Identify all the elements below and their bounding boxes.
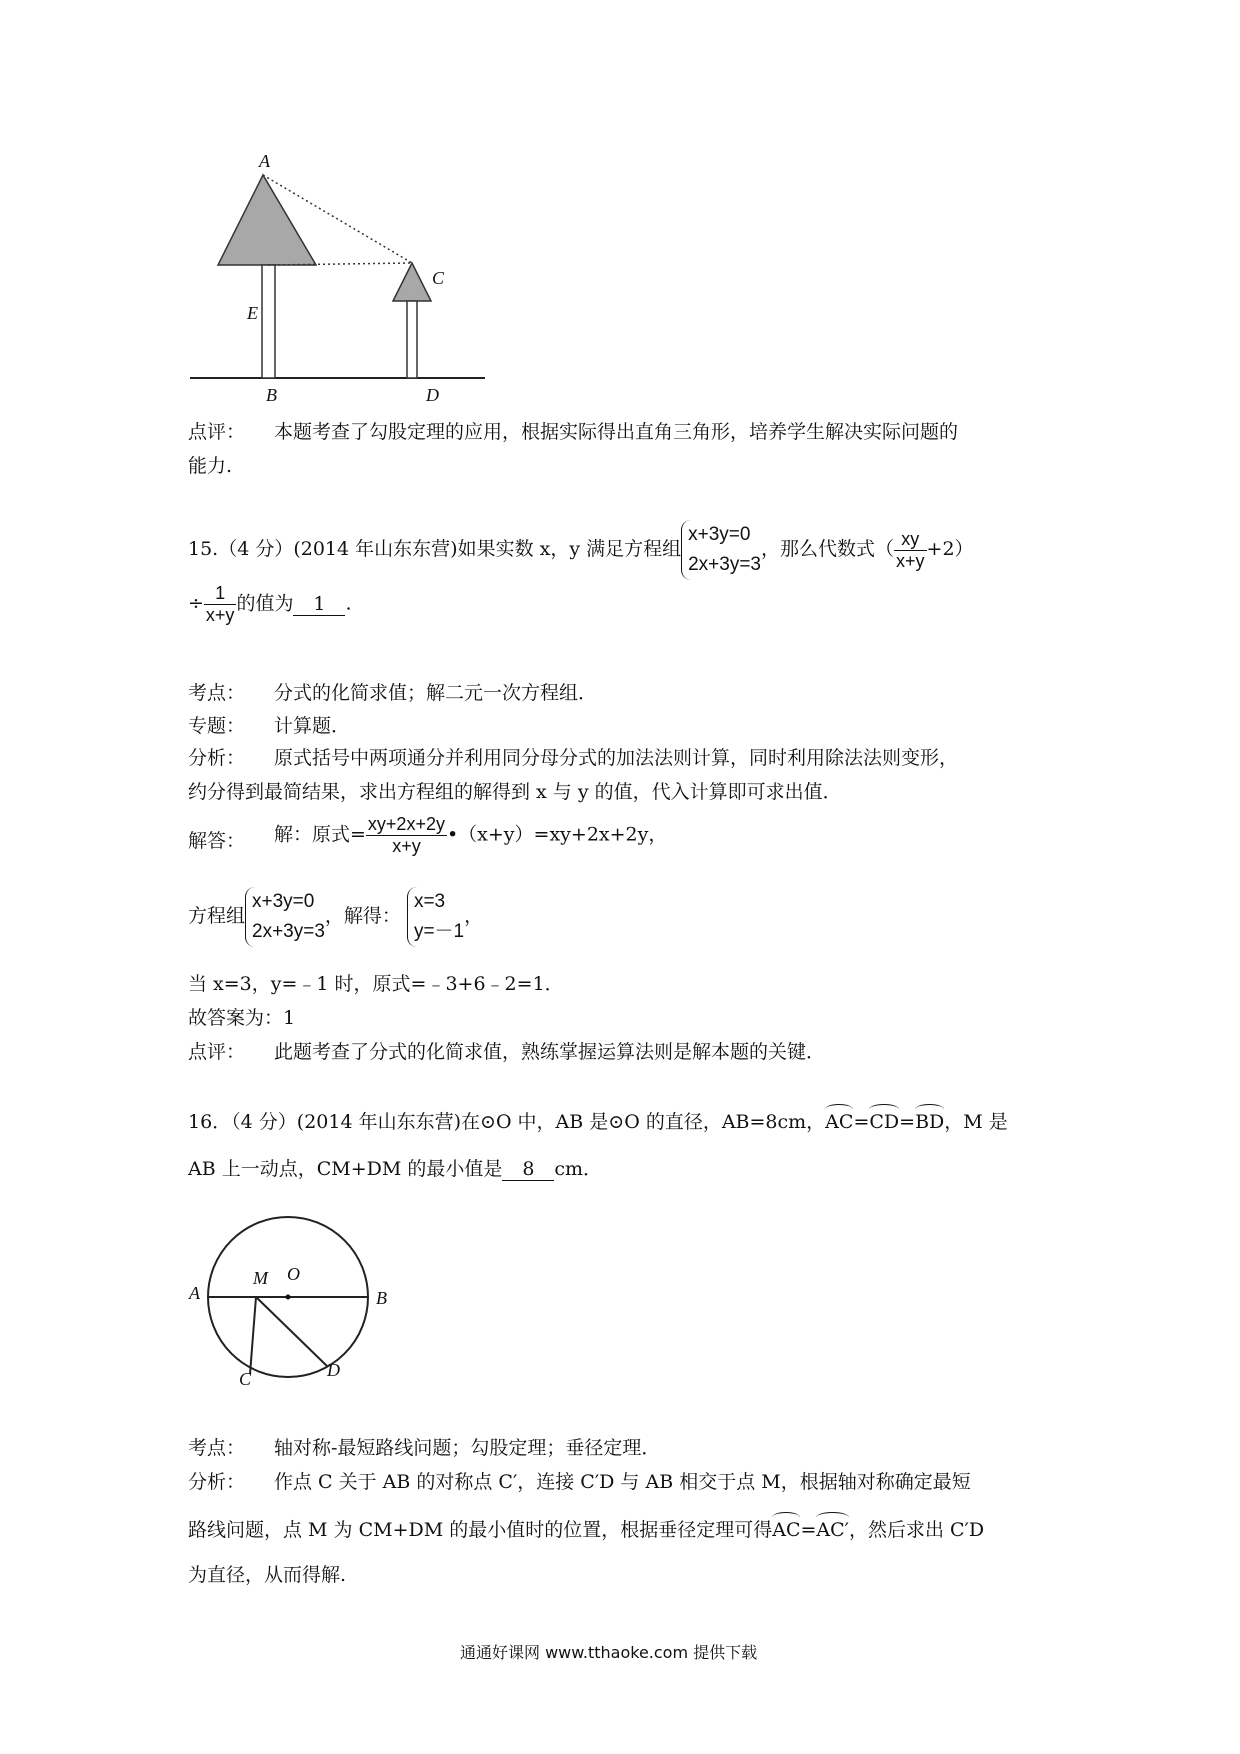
fenxi-line2: 约分得到最简结果，求出方程组的解得到 x 与 y 的值，代入计算即可求出值． <box>188 781 842 803</box>
jieda-tail: •（x+y）=xy+2x+2y， <box>446 823 668 846</box>
q15-answer: 1 <box>293 593 345 616</box>
arc-ac-prime: AC′ <box>816 1519 849 1541</box>
sol-x: x=3 <box>413 891 446 912</box>
q15-eq1: x+3y=0 <box>688 524 751 545</box>
q16-answer: 8 <box>502 1158 554 1181</box>
q16-fenxi-line2 <box>188 1515 984 1542</box>
q15-system <box>681 520 761 580</box>
label-c: C <box>432 268 445 288</box>
review-line2: 能力. <box>188 455 233 477</box>
q16-line1a: 16．（4 分）(2014 年山东东营)在⊙O 中，AB 是⊙O 的直径，AB=8cm， <box>188 1111 826 1133</box>
center-dot <box>286 1295 291 1300</box>
jieda-expression <box>274 814 667 857</box>
big-tree-crown <box>218 175 316 265</box>
q15-fraction2: $\frac{1}{x+y}$ <box>205 583 235 625</box>
zhuanti-text: 计算题． <box>274 715 351 737</box>
q15-prefix: 15.（4 分）(2014 年山东东营)如果实数 x，y 满足方程组 <box>188 538 682 560</box>
review-line1: 本题考查了勾股定理的应用，根据实际得出直角三角形，培养学生解决实际问题的 <box>274 421 959 443</box>
fcz-label: 方程组 <box>188 905 246 927</box>
arc-eq-2: = <box>800 1519 817 1541</box>
small-tree-trunk <box>407 301 417 378</box>
jieda-prefix: 解：原式= <box>274 823 366 846</box>
q15-line2 <box>188 583 352 626</box>
fcz-eq1: x+3y=0 <box>252 891 315 912</box>
q16-fenxi-line1: 作点 C 关于 AB 的对称点 C′，连接 C′D 与 AB 相交于点 M，根据轴对称确定最短 <box>274 1471 971 1493</box>
q15-value-text: 的值为 <box>236 592 294 615</box>
q15-end: . <box>345 592 352 615</box>
arc-ac: AC <box>825 1111 854 1133</box>
q16-line1 <box>188 1107 1008 1134</box>
dianping-text: 此题考查了分式的化简求值，熟练掌握运算法则是解本题的关键． <box>274 1041 826 1063</box>
arc-ac-2: AC <box>772 1519 801 1541</box>
label-b: B <box>266 385 277 405</box>
label-d: D <box>426 385 439 405</box>
sol-y: y=－1 <box>413 921 465 942</box>
label-o: O <box>287 1264 300 1284</box>
segment-md <box>256 1297 328 1367</box>
q16-line2b: cm． <box>554 1158 603 1180</box>
jieda-fraction: $\frac{xy+2x+2y}{x+y}$ <box>367 814 445 856</box>
q15-mid: ，那么代数式（ <box>761 538 895 560</box>
q16-kaodian-text: 轴对称-最短路线问题；勾股定理；垂径定理． <box>274 1437 661 1459</box>
label-b2: B <box>376 1288 387 1308</box>
jieda-label: 解答： <box>188 830 246 852</box>
q16-line1b: ，M 是 <box>944 1111 1008 1133</box>
gu-line: 故答案为：1 <box>188 1007 296 1029</box>
kaodian-text: 分式的化简求值；解二元一次方程组． <box>274 682 598 704</box>
label-m: M <box>253 1268 268 1288</box>
arc-eq1: = <box>853 1111 870 1133</box>
q15-fraction: $\frac{xy}{x+y}$ <box>896 528 925 571</box>
circle-figure <box>200 1210 390 1390</box>
small-tree-crown <box>393 263 431 301</box>
fcz-line <box>188 887 483 947</box>
sol-end: ， <box>464 905 484 927</box>
kaodian-label: 考点： <box>188 682 246 704</box>
arc-bd: BD <box>915 1111 945 1133</box>
dianping-label: 点评： <box>188 1041 246 1063</box>
label-d2: D <box>327 1360 340 1380</box>
q16-line2a: AB 上一动点，CM+DM 的最小值是 <box>188 1158 503 1180</box>
q16-line2 <box>188 1154 602 1181</box>
segment-mc <box>250 1297 256 1374</box>
review-label: 点评： <box>188 421 246 443</box>
q16-fenxi2b: ，然后求出 C′D <box>848 1519 985 1541</box>
q16-fenxi2a: 路线问题，点 M 为 CM+DM 的最小值时的位置，根据垂径定理可得 <box>188 1519 773 1541</box>
q15-question <box>188 520 974 580</box>
label-a2: A <box>189 1283 200 1303</box>
label-e: E <box>247 303 258 323</box>
fcz-eq2: 2x+3y=3 <box>252 921 325 942</box>
zhuanti-label: 专题： <box>188 715 246 737</box>
label-a: A <box>259 151 270 171</box>
q16-kaodian-label: 考点： <box>188 1437 246 1459</box>
divide-sign: ÷ <box>188 592 204 615</box>
fenxi-label: 分析： <box>188 747 246 769</box>
arc-eq2: = <box>899 1111 916 1133</box>
arc-cd: CD <box>869 1111 900 1133</box>
dang-line: 当 x=3，y=﹣1 时，原式=﹣3+6﹣2=1． <box>188 973 564 995</box>
q15-eq2: 2x+3y=3 <box>688 554 761 575</box>
fenxi-line1: 原式括号中两项通分并利用同分母分式的加法法则计算，同时利用除法法则变形， <box>274 747 959 769</box>
q16-fenxi-label: 分析： <box>188 1471 246 1493</box>
footer-text: 通通好课网 www.tthaoke.com 提供下载 <box>460 1643 758 1662</box>
fcz-system <box>245 887 325 947</box>
q15-tail: +2） <box>926 538 974 560</box>
solution-system <box>407 887 464 947</box>
big-tree-trunk <box>262 265 275 378</box>
trees-figure <box>180 150 500 415</box>
jiede-text: ，解得： <box>324 905 401 927</box>
label-c2: C <box>239 1369 252 1389</box>
q16-fenxi-line3: 为直径，从而得解. <box>188 1564 347 1586</box>
